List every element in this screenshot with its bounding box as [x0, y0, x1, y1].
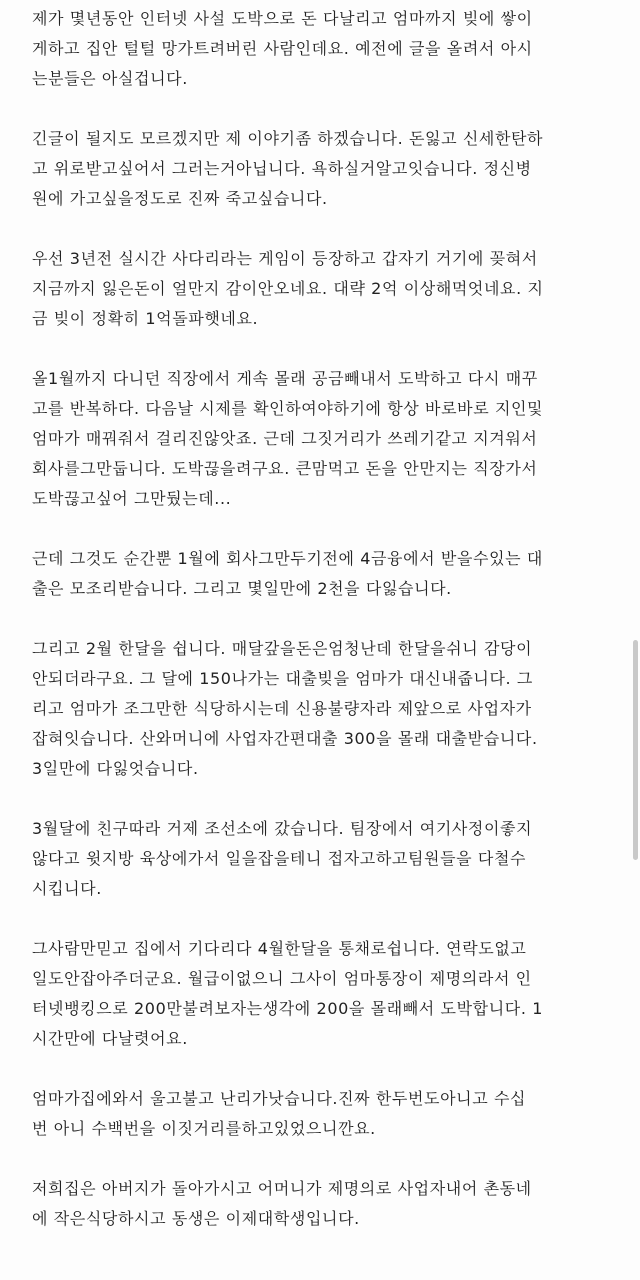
- scrollbar-thumb[interactable]: [633, 640, 638, 860]
- post-paragraph: [32, 934, 628, 1054]
- post-paragraph: [32, 634, 628, 784]
- paragraph-line: 엄마가 매꿔줘서 걸리진않앗죠. 근데 그짓거리가 쓰레기같고 지겨워서: [32, 429, 538, 448]
- paragraph-line: 원에 가고싶을정도로 진짜 죽고싶습니다.: [32, 189, 328, 208]
- paragraph-line: 3월달에 친구따라 거제 조선소에 갔습니다. 팀장에서 여기사정이좋지: [32, 819, 533, 838]
- paragraph-line: 그사람만믿고 집에서 기다리다 4월한달을 통채로쉽니다. 연락도없고: [32, 939, 527, 958]
- post-paragraph: [32, 124, 628, 214]
- post-paragraph: [32, 244, 628, 334]
- paragraph-line: 않다고 윗지방 육상에가서 일을잡을테니 접자고하고팀원들을 다철수: [32, 849, 527, 868]
- paragraph-line: 회사를그만둡니다. 도박끊을려구요. 큰맘먹고 돈을 안만지는 직장가서: [32, 459, 538, 478]
- paragraph-line: 3일만에 다잃엇습니다.: [32, 759, 199, 778]
- paragraph-line: 제가 몇년동안 인터넷 사설 도박으로 돈 다날리고 엄마까지 빚에 쌓이: [32, 9, 533, 28]
- paragraph-line: 도박끊고싶어 그만뒀는데...: [32, 489, 232, 508]
- paragraph-line: 우선 3년전 실시간 사다리라는 게임이 등장하고 갑자기 거기에 꽂혀서: [32, 249, 538, 268]
- paragraph-line: 고 위로받고싶어서 그러는거아닙니다. 욕하실거알고잇습니다. 정신병: [32, 159, 532, 178]
- post-paragraph: [32, 544, 628, 604]
- paragraph-line: 엄마가집에와서 울고불고 난리가낫습니다.진짜 한두번도아니고 수십: [32, 1089, 527, 1108]
- paragraph-line: 일도안잡아주더군요. 월급이없으니 그사이 엄마통장이 제명의라서 인: [32, 969, 532, 988]
- post-paragraph: [32, 814, 628, 904]
- paragraph-line: 출은 모조리받습니다. 그리고 몇일만에 2천을 다잃습니다.: [32, 579, 452, 598]
- scrollbar[interactable]: [632, 0, 640, 1280]
- paragraph-line: 올1월까지 다니던 직장에서 게속 몰래 공금빼내서 도박하고 다시 매꾸: [32, 369, 538, 388]
- post-paragraph: [32, 1084, 628, 1144]
- paragraph-line: 지금까지 잃은돈이 얼만지 감이안오네요. 대략 2억 이상해먹엇네요. 지: [32, 279, 544, 298]
- paragraph-line: 저희집은 아버지가 돌아가시고 어머니가 제명의로 사업자내어 촌동네: [32, 1179, 532, 1198]
- paragraph-line: 터넷뱅킹으로 200만불려보자는생각에 200을 몰래빼서 도박합니다. 1: [32, 999, 543, 1018]
- paragraph-line: 긴글이 될지도 모르겠지만 제 이야기좀 하겠습니다. 돈잃고 신세한탄하: [32, 129, 544, 148]
- paragraph-line: 리고 엄마가 조그만한 식당하시는데 신용불량자라 제앞으로 사업자가: [32, 699, 532, 718]
- paragraph-line: 번 아니 수백번을 이짓거리를하고있었으니깐요.: [32, 1119, 376, 1138]
- post-body: [32, 4, 628, 1264]
- post-paragraph: [32, 1174, 628, 1234]
- paragraph-line: 잡혀잇습니다. 산와머니에 사업자간편대출 300을 몰래 대출받습니다.: [32, 729, 538, 748]
- paragraph-line: 고를 반복하다. 다음날 시제를 확인하여야하기에 항상 바로바로 지인및: [32, 399, 544, 418]
- paragraph-line: 에 작은식당하시고 동생은 이제대학생입니다.: [32, 1209, 360, 1228]
- post-paragraph: [32, 4, 628, 94]
- paragraph-line: 게하고 집안 털털 망가트려버린 사람인데요. 예전에 글을 올려서 아시: [32, 39, 533, 58]
- paragraph-line: 안되더라구요. 그 달에 150나가는 대출빚을 엄마가 대신내줍니다. 그: [32, 669, 533, 688]
- paragraph-line: 금 빚이 정확히 1억돌파햇네요.: [32, 309, 259, 328]
- paragraph-line: 근데 그것도 순간뿐 1월에 회사그만두기전에 4금융에서 받을수있는 대: [32, 549, 543, 568]
- paragraph-line: 시간만에 다날렷어요.: [32, 1029, 188, 1048]
- paragraph-line: 그리고 2월 한달을 쉽니다. 매달갚을돈은엄청난데 한달을쉬니 감당이: [32, 639, 533, 658]
- paragraph-line: 시킵니다.: [32, 879, 102, 898]
- paragraph-line: 는분들은 아실겁니다.: [32, 69, 188, 88]
- post-paragraph: [32, 364, 628, 514]
